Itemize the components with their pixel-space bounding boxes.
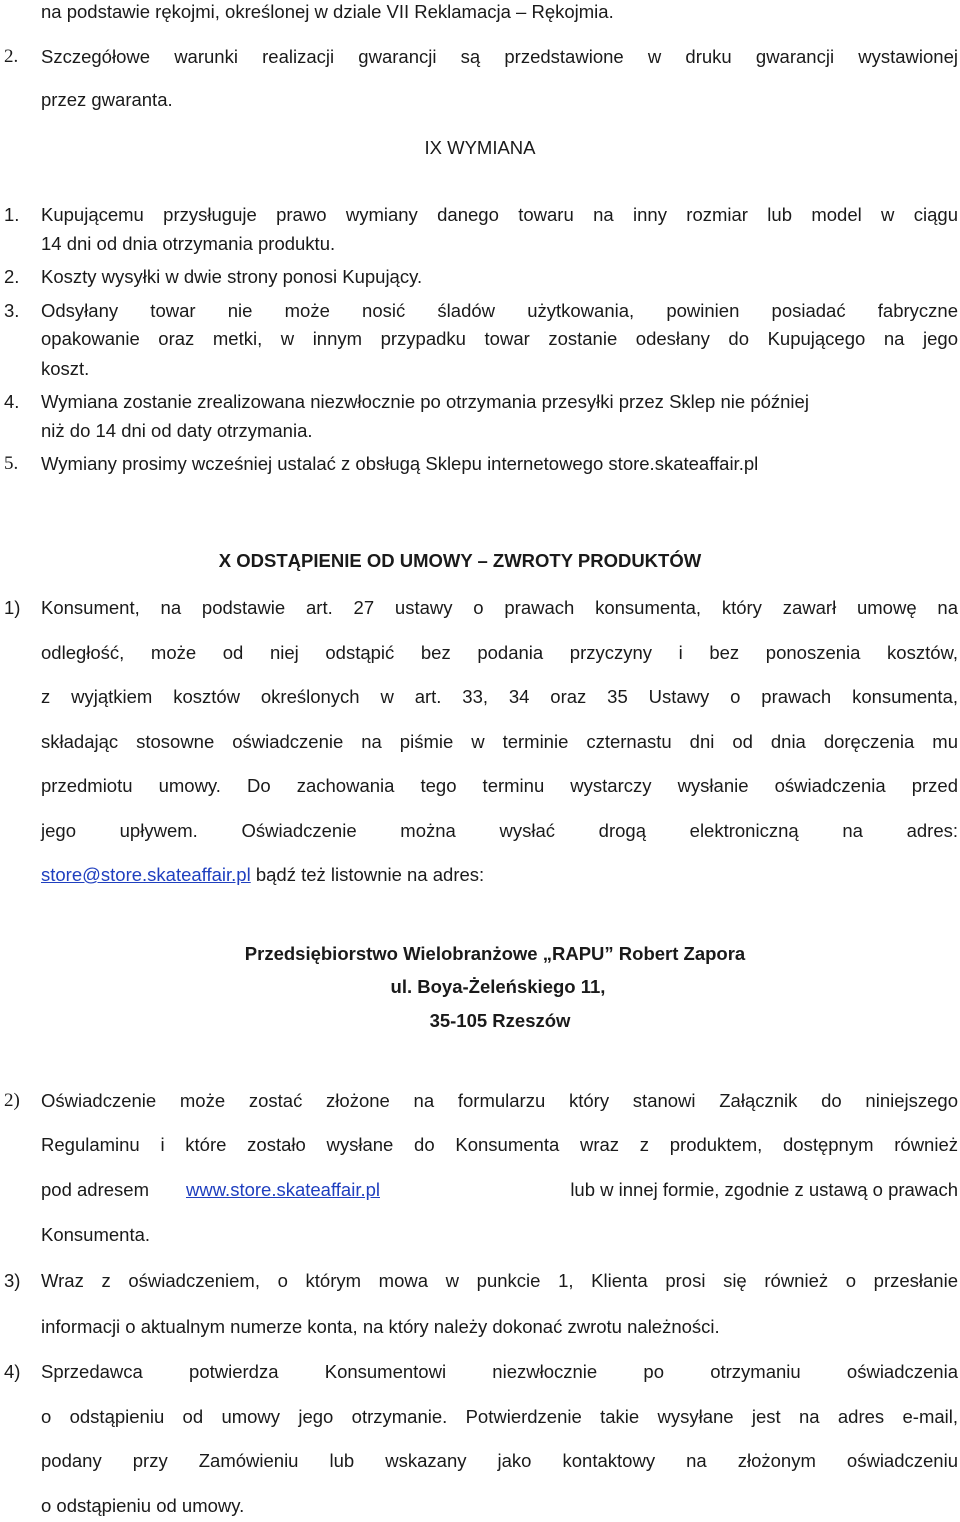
text-line: 14 dni od dnia otrzymania produktu.: [41, 233, 336, 254]
text-line: z wyjątkiem kosztów określonych w art. 33, 34 oraz 35 Ustawy o prawach konsumenta,: [41, 686, 958, 707]
text-line: o odstąpieniu od umowy jego otrzymanie. Potwierdzenie takie wysyłane jest na adres e-mail,: [41, 1406, 958, 1427]
text-line: Wymiany prosimy wcześniej ustalać z obsługą Sklepu internetowego store.skateaffair.pl: [41, 453, 759, 474]
text-line: Wymiana zostanie zrealizowana niezwłocznie po otrzymania przesyłki przez Sklep nie później: [41, 391, 809, 412]
list-number: 1.: [4, 204, 20, 225]
list-number: 2.: [4, 266, 20, 287]
text-line: podany przy Zamówieniu lub wskazany jako kontaktowy na złożonym oświadczeniu: [41, 1450, 958, 1471]
text-line: przedmiotu umowy. Do zachowania tego terminu wystarczy wysłanie oświadczenia przed: [41, 775, 958, 796]
address-line: Przedsiębiorstwo Wielobranżowe „RAPU” Robert Zapora: [244, 943, 746, 964]
text-line: opakowanie oraz metki, w innym przypadku towar zostanie odesłany do Kupującego na jego: [41, 328, 958, 349]
text-line: o odstąpieniu od umowy.: [41, 1495, 245, 1516]
text-line: Koszty wysyłki w dwie strony ponosi Kupujący.: [41, 266, 423, 287]
text-line: Sprzedawca potwierdza Konsumentowi niezwłocznie po otrzymaniu oświadczenia: [41, 1361, 958, 1382]
address-line: ul. Boya-Żeleńskiego 11,: [390, 976, 606, 997]
text-line: Szczegółowe warunki realizacji gwarancji są przedstawione w druku gwarancji wystawionej: [41, 46, 958, 67]
text-line: Konsument, na podstawie art. 27 ustawy o prawach konsumenta, który zawarł umowę na: [41, 597, 958, 618]
text-line: odległość, może od niej odstąpić bez podania przyczyny i bez ponoszenia kosztów,: [41, 642, 958, 663]
text-fragment: lub w innej formie, zgodnie z ustawą o prawach: [570, 1179, 958, 1200]
text-line: Kupującemu przysługuje prawo wymiany danego towaru na inny rozmiar lub model w ciągu: [41, 204, 958, 225]
address-line: 35-105 Rzeszów: [429, 1010, 571, 1031]
section-heading: IX WYMIANA: [424, 137, 536, 158]
list-number: 4): [4, 1361, 21, 1382]
text-line: Regulaminu i które zostało wysłane do Konsumenta wraz z produktem, dostępnym również: [41, 1134, 958, 1155]
text-fragment: pod adresem: [41, 1179, 149, 1200]
list-number: 3.: [4, 300, 20, 321]
text-line: informacji o aktualnym numerze konta, na który należy dokonać zwrotu należności.: [41, 1316, 720, 1337]
text-fragment: bądź też listownie na adres:: [250, 864, 485, 885]
list-number: 2): [4, 1090, 20, 1111]
text-line: przez gwaranta.: [41, 89, 173, 110]
list-number: 2.: [4, 46, 19, 67]
text-line: Wraz z oświadczeniem, o którym mowa w punkcie 1, Klienta prosi się również o przesłanie: [41, 1270, 958, 1291]
website-link[interactable]: www.store.skateaffair.pl: [186, 1179, 380, 1200]
list-number: 4.: [4, 391, 20, 412]
section-heading: X ODSTĄPIENIE OD UMOWY – ZWROTY PRODUKTÓW: [218, 550, 702, 571]
text-line: niż do 14 dni od daty otrzymania.: [41, 420, 313, 441]
text-line: [41, 864, 484, 886]
text-line: koszt.: [41, 358, 90, 379]
list-number: 3): [4, 1270, 21, 1291]
text-line: na podstawie rękojmi, określonej w dziale VII Reklamacja – Rękojmia.: [41, 1, 614, 22]
text-line: Konsumenta.: [41, 1224, 151, 1245]
text-line: składając stosowne oświadczenie na piśmie w terminie czternastu dni od dnia doręczenia mu: [41, 731, 958, 752]
text-line: Odsyłany towar nie może nosić śladów użytkowania, powinien posiadać fabryczne: [41, 300, 958, 321]
email-link[interactable]: store@store.skateaffair.pl: [41, 864, 251, 885]
list-number: 1): [4, 597, 21, 618]
text-line: Oświadczenie może zostać złożone na formularzu który stanowi Załącznik do niniejszego: [41, 1090, 958, 1111]
text-line: jego upływem. Oświadczenie można wysłać drogą elektroniczną na adres:: [41, 820, 958, 841]
list-number: 5.: [4, 453, 19, 474]
